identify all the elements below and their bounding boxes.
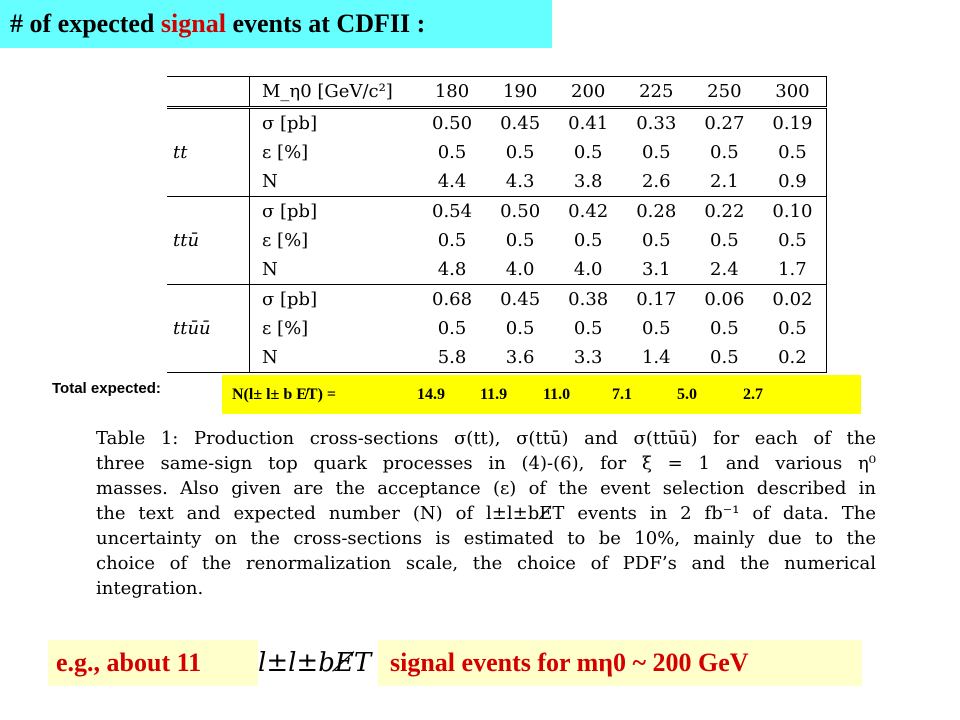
cross-section-table xyxy=(167,76,827,373)
mass-header: 200 xyxy=(554,77,622,108)
table-cell: 0.5 xyxy=(641,230,671,251)
title-suffix: events at CDFII : xyxy=(225,9,426,38)
mass-header: 250 xyxy=(690,77,758,108)
table-cell: 0.5 xyxy=(710,318,739,339)
table-row xyxy=(167,226,827,255)
table-header-label: M_η0 [GeV/c²] xyxy=(250,77,419,108)
table-cell: 0.5 xyxy=(710,142,739,163)
table-cell: 2.1 xyxy=(710,171,739,192)
table-row xyxy=(167,138,827,167)
table-cell: 0.45 xyxy=(486,285,554,315)
table-caption xyxy=(96,426,876,601)
table-cell: 0.5 xyxy=(437,230,467,251)
process-cell xyxy=(167,343,250,373)
process-cell xyxy=(167,108,250,139)
table-cell: 1.7 xyxy=(758,255,827,285)
table-cell: 0.5 xyxy=(437,142,467,163)
table-cell: 0.27 xyxy=(690,108,758,139)
table-cell: 0.28 xyxy=(622,197,690,227)
summary-formula: l±l±bE̸T xyxy=(258,648,372,678)
table-row xyxy=(167,285,827,315)
table-cell: 0.9 xyxy=(758,167,827,197)
table-cell: 4.8 xyxy=(437,259,467,280)
title-accent: signal xyxy=(160,9,226,38)
table-row xyxy=(167,167,827,197)
row-label: ε [%] xyxy=(250,226,419,255)
table-cell: 0.5 xyxy=(758,226,827,255)
row-label: ε [%] xyxy=(250,138,419,167)
table-cell: 0.02 xyxy=(758,285,827,315)
table-header-row xyxy=(167,77,827,108)
table-row xyxy=(167,197,827,227)
table-corner-cell xyxy=(167,77,250,108)
table-cell: 0.5 xyxy=(758,138,827,167)
process-label: ttū xyxy=(173,230,200,251)
table-cell: 2.6 xyxy=(641,171,671,192)
total-expected-label: Total expected: xyxy=(52,380,161,397)
table-cell: 0.5 xyxy=(573,230,603,251)
table-cell: 0.10 xyxy=(758,197,827,227)
table-row xyxy=(167,108,827,139)
table-cell: 0.41 xyxy=(554,108,622,139)
caption-line: masses. Also given are the acceptance (ε) of the event selection described in xyxy=(96,478,876,499)
table-cell: 0.50 xyxy=(418,108,486,139)
table-cell: 0.5 xyxy=(710,230,739,251)
table-cell: 0.50 xyxy=(486,197,554,227)
mass-header: 300 xyxy=(758,77,827,108)
row-label: N xyxy=(250,343,419,373)
table-cell: 0.19 xyxy=(758,108,827,139)
table-cell: 0.5 xyxy=(758,314,827,343)
slide-title xyxy=(0,0,552,48)
caption-line: integration. xyxy=(96,578,204,599)
table-cell: 0.5 xyxy=(573,142,603,163)
row-label: N xyxy=(250,255,419,285)
process-cell xyxy=(167,197,250,227)
total-value: 2.7 xyxy=(743,386,763,403)
table-cell: 0.38 xyxy=(554,285,622,315)
summary-right: signal events for mη0 ~ 200 GeV xyxy=(378,640,862,686)
table-cell: 0.5 xyxy=(437,318,467,339)
caption-line: choice of the renormalization scale, the choice of PDF’s and the numerical xyxy=(96,553,876,574)
row-label: σ [pb] xyxy=(250,197,419,227)
table-cell: 0.5 xyxy=(641,318,671,339)
total-value: 14.9 xyxy=(417,386,445,403)
table-cell: 0.45 xyxy=(486,108,554,139)
caption-line: uncertainty on the cross-sections is estimated to be 10%, mainly due to the xyxy=(96,528,876,549)
total-value: 11.9 xyxy=(480,386,508,403)
mass-header: 225 xyxy=(622,77,690,108)
table-cell: 0.2 xyxy=(758,343,827,373)
table-cell: 0.5 xyxy=(505,142,535,163)
table-cell: 3.1 xyxy=(641,259,671,280)
table-row xyxy=(167,343,827,373)
table-cell: 3.8 xyxy=(573,171,603,192)
table-cell: 4.3 xyxy=(505,171,535,192)
table-cell: 3.6 xyxy=(486,343,554,373)
summary-left: e.g., about 11 xyxy=(48,640,258,686)
process-cell xyxy=(167,285,250,315)
mass-header: 190 xyxy=(486,77,554,108)
row-label: σ [pb] xyxy=(250,108,419,139)
table-cell: 0.33 xyxy=(622,108,690,139)
table-cell: 0.5 xyxy=(641,142,671,163)
table-cell: 0.5 xyxy=(573,318,603,339)
caption-line: the text and expected number (N) of l±l±bE̸T events in 2 fb⁻¹ of data. The xyxy=(96,503,876,524)
row-label: ε [%] xyxy=(250,314,419,343)
total-value: 5.0 xyxy=(677,386,697,403)
table-row xyxy=(167,255,827,285)
table-cell: 0.5 xyxy=(690,343,758,373)
table-cell: 2.4 xyxy=(710,259,739,280)
total-formula: N(l± l± b E̸T) = xyxy=(232,386,337,403)
table-cell: 0.5 xyxy=(505,230,535,251)
table-cell: 0.54 xyxy=(418,197,486,227)
caption-line: three same-sign top quark processes in (4)-(6), for ξ = 1 and various η⁰ xyxy=(96,453,876,474)
total-expected-bar xyxy=(222,375,861,414)
table-cell: 0.22 xyxy=(690,197,758,227)
table-cell: 4.0 xyxy=(505,259,535,280)
table-cell: 5.8 xyxy=(418,343,486,373)
row-label: σ [pb] xyxy=(250,285,419,315)
table-cell: 3.3 xyxy=(554,343,622,373)
table-cell: 0.17 xyxy=(622,285,690,315)
table-cell: 0.06 xyxy=(690,285,758,315)
title-prefix: # of expected xyxy=(10,9,161,38)
row-label: N xyxy=(250,167,419,197)
process-label: ttūū xyxy=(173,318,211,339)
table-cell: 0.42 xyxy=(554,197,622,227)
table-cell: 0.5 xyxy=(505,318,535,339)
mass-header: 180 xyxy=(418,77,486,108)
table-cell: 4.4 xyxy=(437,171,467,192)
process-cell xyxy=(167,255,250,285)
table-cell: 0.68 xyxy=(418,285,486,315)
total-value: 7.1 xyxy=(612,386,632,403)
table-row xyxy=(167,314,827,343)
total-value: 11.0 xyxy=(543,386,571,403)
process-cell xyxy=(167,167,250,197)
caption-line: Table 1: Production cross-sections σ(tt), σ(ttū) and σ(ttūū) for each of the xyxy=(96,428,876,449)
table-cell: 4.0 xyxy=(573,259,603,280)
process-label: tt xyxy=(173,142,188,163)
table-cell: 1.4 xyxy=(622,343,690,373)
